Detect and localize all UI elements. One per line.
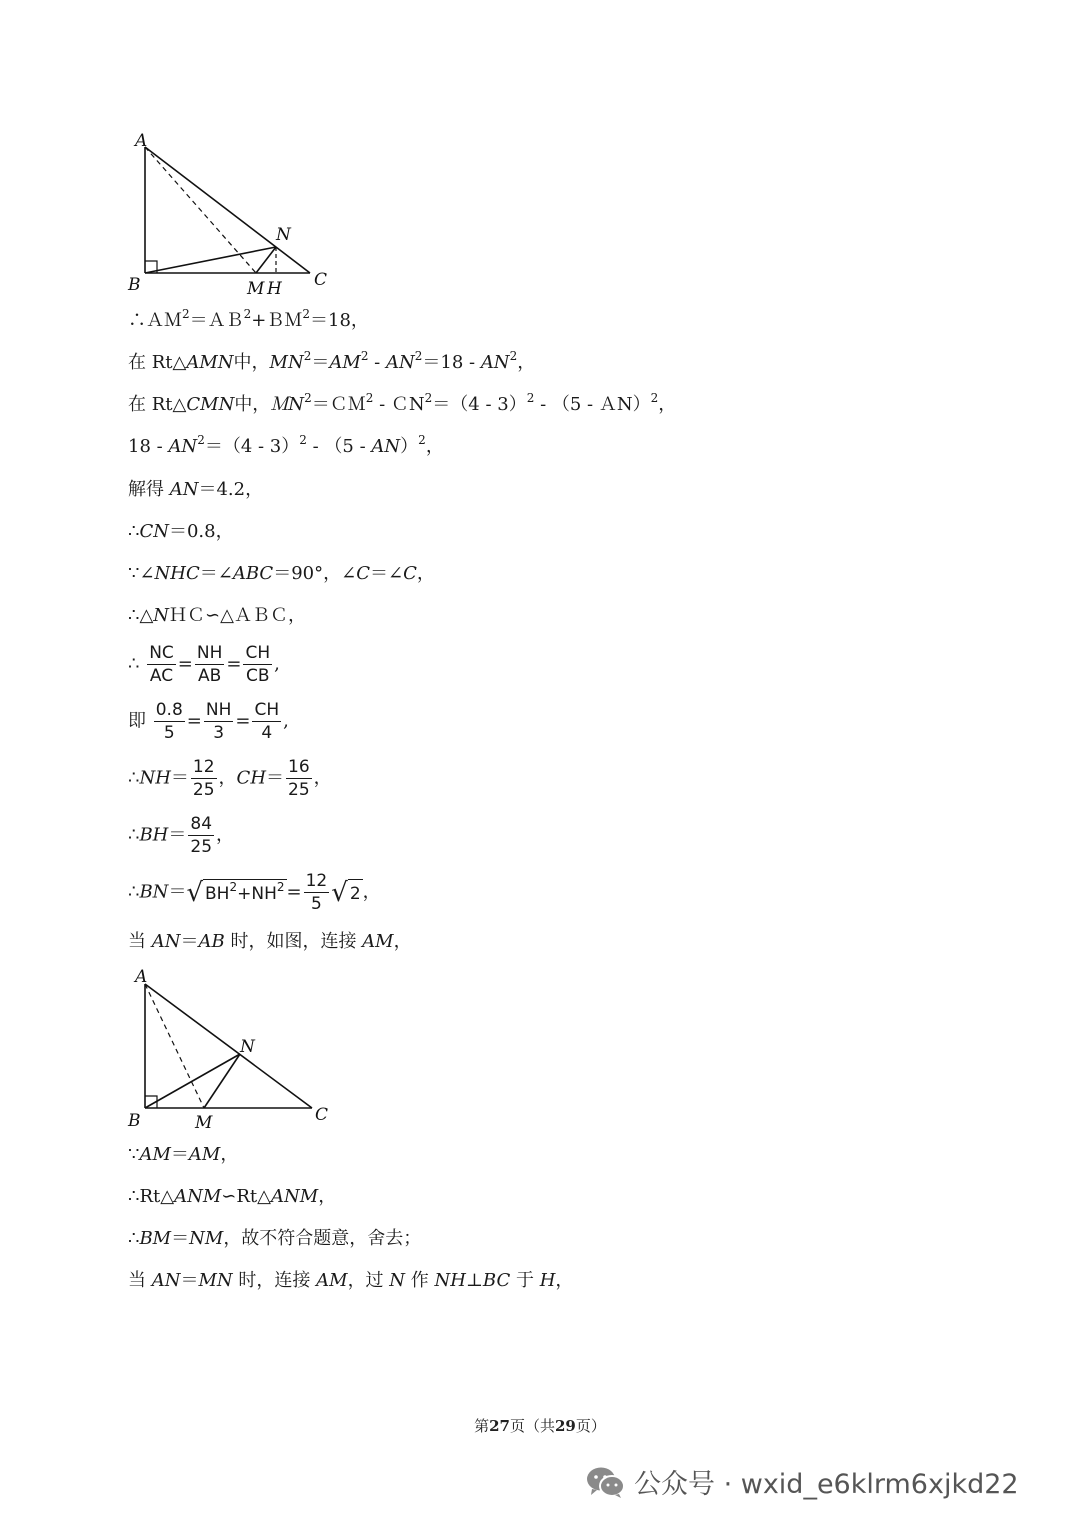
var: CH	[236, 767, 267, 789]
figure-1-triangle	[120, 125, 350, 305]
var: ANM	[271, 1186, 319, 1207]
text: ＝	[171, 1228, 190, 1249]
text: ＝	[266, 767, 285, 789]
text: 时，连接	[232, 1270, 317, 1291]
var: AN	[480, 352, 510, 373]
text: 页（共	[509, 1417, 555, 1435]
exponent: 2	[424, 391, 433, 405]
text: ∴	[128, 521, 140, 542]
text: ∵	[128, 1144, 140, 1165]
line-11	[128, 756, 332, 801]
text: ）	[400, 436, 419, 457]
var: BN	[139, 881, 169, 903]
fraction	[191, 756, 217, 801]
line-6	[128, 520, 234, 544]
text: 中，	[234, 394, 271, 415]
fraction	[188, 813, 214, 858]
label-c: C	[315, 1105, 329, 1125]
text: 中，	[233, 352, 270, 373]
numerator: 0.8	[155, 700, 183, 720]
fraction	[243, 642, 272, 687]
text: 作	[405, 1270, 435, 1291]
var: ＭN	[270, 394, 305, 415]
label-b: B	[128, 1111, 141, 1131]
numerator: 12	[192, 757, 215, 777]
line-10	[128, 699, 289, 744]
exponent: 2	[302, 307, 311, 321]
label-n: N	[276, 225, 291, 245]
var: NH	[434, 1270, 466, 1291]
segment-mn	[204, 1054, 240, 1108]
denominator: CB	[246, 666, 270, 686]
text: ，	[218, 767, 237, 789]
text: ＝ＣＭ	[311, 394, 366, 415]
text: 当	[128, 931, 152, 952]
var: MN	[269, 352, 304, 373]
text: 在 Rt△	[128, 394, 187, 415]
text: - ＣN	[373, 394, 425, 415]
segment-bn	[145, 247, 276, 273]
text: ，	[555, 1270, 574, 1291]
line-17	[128, 1227, 421, 1251]
text: ＝	[168, 824, 187, 846]
text: ，	[313, 767, 332, 789]
numerator: NH	[205, 700, 232, 720]
var: AN	[371, 436, 401, 457]
denominator: 5	[311, 894, 322, 914]
text: - （5 - ＡN）	[534, 394, 651, 415]
numerator: CH	[254, 700, 280, 720]
text: ＝18 -	[422, 352, 481, 373]
text: ＝	[180, 931, 199, 952]
fraction	[304, 870, 330, 915]
text: ∴	[128, 653, 140, 675]
line-12	[128, 813, 234, 858]
radicand	[203, 879, 286, 907]
text: ＝18，	[310, 310, 369, 331]
text: ∽Rt△	[221, 1186, 271, 1207]
text: ∴	[128, 767, 140, 789]
text: ，	[658, 394, 677, 415]
text: BH	[205, 883, 230, 904]
var: AN	[169, 479, 199, 500]
var: NHC	[154, 563, 200, 584]
text: =	[286, 881, 302, 903]
text: ∴ＡＭ	[128, 310, 182, 331]
fraction	[195, 642, 225, 687]
segment-bn	[145, 1054, 240, 1108]
text: ＝（4 - 3）	[432, 394, 527, 415]
line-1	[128, 309, 369, 333]
var: AN	[151, 1270, 181, 1291]
text: ＝∠	[199, 563, 233, 584]
var: AMN	[186, 352, 234, 373]
text: - （5 -	[306, 436, 372, 457]
text: ＝	[168, 881, 187, 903]
segment-ac	[145, 147, 310, 273]
text: ∴	[128, 1228, 140, 1249]
text: 即	[128, 710, 146, 732]
text: =	[186, 710, 202, 732]
line-8	[128, 604, 306, 628]
denominator: 5	[163, 723, 175, 743]
text: ＝4.2，	[198, 479, 264, 500]
exponent: 2	[418, 433, 426, 447]
line-7	[128, 562, 435, 586]
text: ，	[517, 352, 536, 373]
exponent: 2	[509, 349, 518, 363]
denominator: 25	[288, 780, 310, 800]
var: CN	[139, 521, 169, 542]
line-15	[128, 1143, 238, 1167]
fraction	[286, 756, 312, 801]
var: C	[403, 563, 417, 584]
var: ABC	[232, 563, 274, 584]
text: ，故不符合题意，舍去；	[223, 1228, 422, 1249]
text: 页）	[575, 1417, 606, 1435]
var: BC	[482, 1270, 511, 1291]
var: H	[539, 1270, 556, 1291]
text: ∴Rt△	[128, 1186, 175, 1207]
numerator: NC	[149, 643, 174, 663]
radical-sign: √	[186, 877, 204, 908]
text: ＝	[170, 1144, 189, 1165]
fraction	[204, 699, 234, 744]
text: =	[177, 653, 193, 675]
var: AN	[168, 436, 198, 457]
watermark	[586, 1462, 1019, 1501]
denominator: 3	[213, 723, 225, 743]
label-c: C	[314, 270, 328, 290]
text: ⊥	[465, 1270, 483, 1291]
line-4	[128, 435, 444, 459]
numerator: NH	[196, 643, 223, 663]
label-a: A	[135, 131, 148, 151]
label-m: M	[247, 279, 265, 299]
text: ＝∠	[370, 563, 404, 584]
page-footer	[0, 1415, 1080, 1436]
text: 第	[474, 1417, 490, 1435]
text: =	[235, 710, 251, 732]
label-a: A	[135, 967, 148, 987]
text: ∴	[128, 881, 140, 903]
var: AM	[362, 931, 394, 952]
text: 时，如图，连接	[224, 931, 363, 952]
text: ，	[216, 824, 235, 846]
var: ANM	[174, 1186, 222, 1207]
text: ∴△	[128, 605, 154, 626]
exponent: 2	[229, 879, 238, 894]
text: 于	[510, 1270, 540, 1291]
fraction	[154, 699, 185, 744]
var: BM	[139, 1228, 172, 1249]
denominator: AC	[149, 666, 174, 686]
var: AM	[139, 1144, 171, 1165]
var: AM	[329, 352, 361, 373]
text: +ＢＭ	[251, 310, 303, 331]
exponent: 2	[197, 433, 205, 447]
text: ，	[220, 1144, 239, 1165]
var: C	[356, 563, 370, 584]
page-number: 27	[489, 1417, 510, 1435]
text: ，过	[347, 1270, 390, 1291]
var: NM	[189, 1228, 224, 1249]
text: ∴	[128, 824, 140, 846]
numerator: 16	[288, 757, 310, 777]
line-9	[128, 642, 280, 687]
radical-sign: √	[331, 877, 348, 908]
var: BH	[139, 824, 169, 846]
var: N	[153, 605, 170, 626]
text: ，	[393, 931, 412, 952]
line-2	[128, 351, 535, 375]
denominator: AB	[197, 666, 222, 686]
numerator: CH	[245, 643, 271, 663]
var: AN	[385, 352, 415, 373]
line-14	[128, 930, 412, 954]
exponent: 2	[182, 307, 190, 321]
text: +NH	[237, 883, 277, 904]
text: 18 -	[128, 436, 169, 457]
var: AB	[198, 931, 225, 952]
text: ＝	[170, 767, 189, 789]
label-b: B	[128, 275, 141, 295]
var: AN	[151, 931, 181, 952]
text: 当	[128, 1270, 152, 1291]
text: ＝0.8，	[168, 521, 234, 542]
denominator: 4	[261, 723, 273, 743]
text: 解得	[128, 479, 170, 500]
text: ，	[416, 563, 435, 584]
var: MN	[198, 1270, 233, 1291]
text: ，	[425, 436, 444, 457]
text: ,	[283, 710, 289, 732]
fraction	[147, 642, 176, 687]
page-total: 29	[555, 1417, 576, 1435]
watermark-text: 公众号 · wxid_e6klrm6xjkd22	[634, 1469, 1019, 1500]
var: AM	[188, 1144, 221, 1165]
exponent: 2	[243, 307, 252, 321]
text: ∵∠	[128, 563, 155, 584]
text: ＝	[311, 352, 330, 373]
fraction	[252, 699, 281, 744]
exponent: 2	[276, 879, 285, 894]
text: =	[226, 653, 242, 675]
exponent: 2	[526, 391, 535, 405]
line-5	[128, 478, 263, 502]
line-18	[128, 1269, 573, 1293]
text: 在 Rt△	[128, 352, 187, 373]
label-m: M	[195, 1113, 213, 1133]
segment-ac	[145, 984, 312, 1108]
exponent: 2	[414, 349, 423, 363]
wechat-icon	[586, 1465, 626, 1499]
text: ＝90°，∠	[273, 563, 357, 584]
var: NH	[139, 767, 171, 789]
text: ＝	[180, 1270, 199, 1291]
square-root	[186, 879, 286, 907]
line-3	[128, 393, 676, 417]
var: CMN	[186, 394, 235, 415]
numerator: 12	[305, 871, 328, 891]
text: -	[368, 352, 386, 373]
exponent: 2	[360, 349, 369, 363]
text: ＝ＡＢ	[189, 310, 244, 331]
var: AM	[316, 1270, 348, 1291]
text: ＝（4 - 3）	[204, 436, 300, 457]
exponent: 2	[365, 391, 374, 405]
radicand: 2	[348, 879, 363, 907]
line-13	[128, 870, 381, 915]
label-h: H	[267, 279, 282, 299]
label-n: N	[240, 1037, 255, 1057]
text: ,	[274, 653, 280, 675]
exponent: 2	[650, 391, 659, 405]
exponent: 2	[299, 433, 307, 447]
text: ，	[362, 881, 381, 903]
segment-am-dashed	[145, 984, 204, 1108]
var: N	[389, 1270, 406, 1291]
numerator: 84	[190, 814, 213, 834]
exponent: 2	[304, 391, 312, 405]
square-root	[331, 879, 362, 907]
denominator: 25	[190, 837, 213, 857]
denominator: 25	[192, 780, 215, 800]
exponent: 2	[303, 349, 312, 363]
text: ，	[318, 1186, 337, 1207]
line-16	[128, 1185, 336, 1209]
text: ＨＣ∽△ＡＢＣ，	[169, 605, 306, 626]
figure-2-triangle	[120, 962, 350, 1137]
